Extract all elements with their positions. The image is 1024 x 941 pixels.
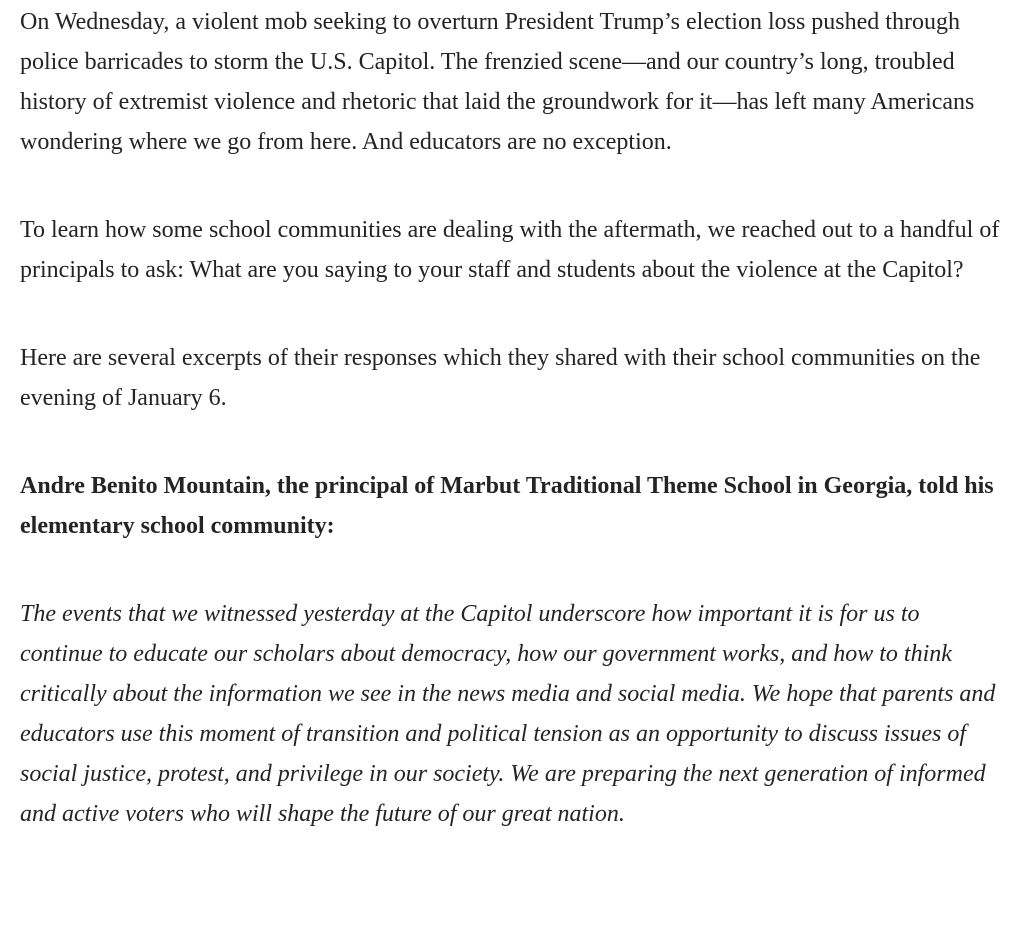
paragraph-capitol-intro: On Wednesday, a violent mob seeking to overturn President Trump’s election loss pushed through police barricades to storm the U.S. Capitol. The frenzied scene—and our country’s long, troubled history of extremist violence and rhetoric that laid the groundwork for it—has left many Americans wondering where we go from here. And educators are no exception.: [20, 9, 975, 155]
paragraph-principal-quote: The events that we witnessed yesterday at the Capitol underscore how important it is for us to continue to educate our scholars about democracy, how our government works, and how to think critically about the information we see in the news media and social media. We hope that parents and educators use this moment of transition and political tension as an opportunity to discuss issues of social justice, protest, and privilege in our society. We are preparing the next generation of informed and active voters who will shape the future of our great nation.: [20, 601, 996, 827]
paragraph-principal-attribution: Andre Benito Mountain, the principal of Marbut Traditional Theme School in Georgia, told his elementary school community:: [20, 473, 994, 539]
paragraph-outreach-question: To learn how some school communities are dealing with the aftermath, we reached out to a handful of principals to ask: What are you saying to your staff and students about the violence at the Capitol?: [20, 217, 1000, 283]
paragraph-excerpts-intro: Here are several excerpts of their responses which they shared with their school communities on the evening of January 6.: [20, 345, 981, 411]
